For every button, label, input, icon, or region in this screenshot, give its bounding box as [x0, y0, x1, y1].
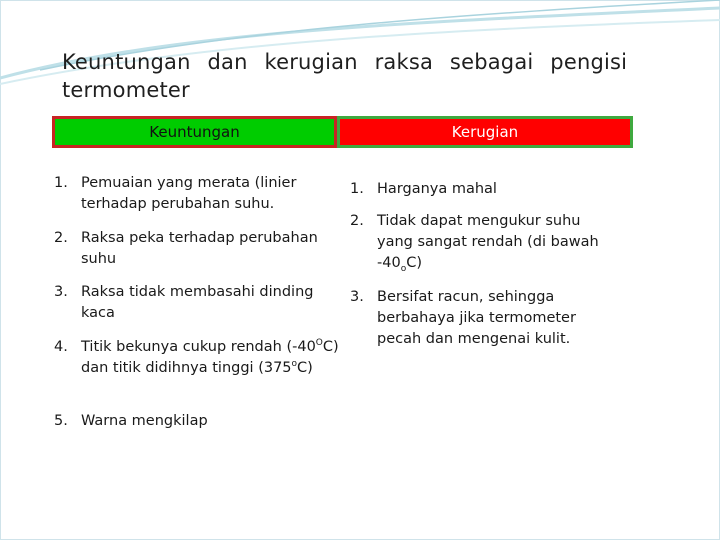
list-item: 2. Tidak dapat mengukur suhu yang sangat rendah (di bawah $-40_oC$) — [350, 213, 599, 274]
list-item: 5. Warna mengkilap — [54, 413, 208, 429]
list-item: 4. Titik bekunya cukup rendah $(-40^OC)$ dan titik didihnya tinggi (375$^o$C) — [54, 338, 339, 376]
list-item: 3. Raksa tidak membasahi dinding kaca — [54, 284, 314, 321]
list-item: 1. Pemuaian yang merata (linier terhadap perubahan suhu. — [54, 175, 297, 212]
list-item: 2. Raksa peka terhadap perubahan suhu — [54, 230, 318, 267]
advantages-list — [54, 0, 339, 540]
disadvantages-header-label: Kerugian — [451, 123, 519, 141]
slide-title: Keuntungan dan kerugian raksa sebagai pengisi termometer — [62, 50, 628, 102]
disadvantages-list — [350, 0, 612, 540]
advantages-header-label: Keuntungan — [149, 123, 240, 141]
list-item: 3. Bersifat racun, sehingga berbahaya jika termometer pecah dan mengenai kulit. — [350, 289, 576, 347]
list-item: 1. Harganya mahal — [350, 181, 497, 197]
